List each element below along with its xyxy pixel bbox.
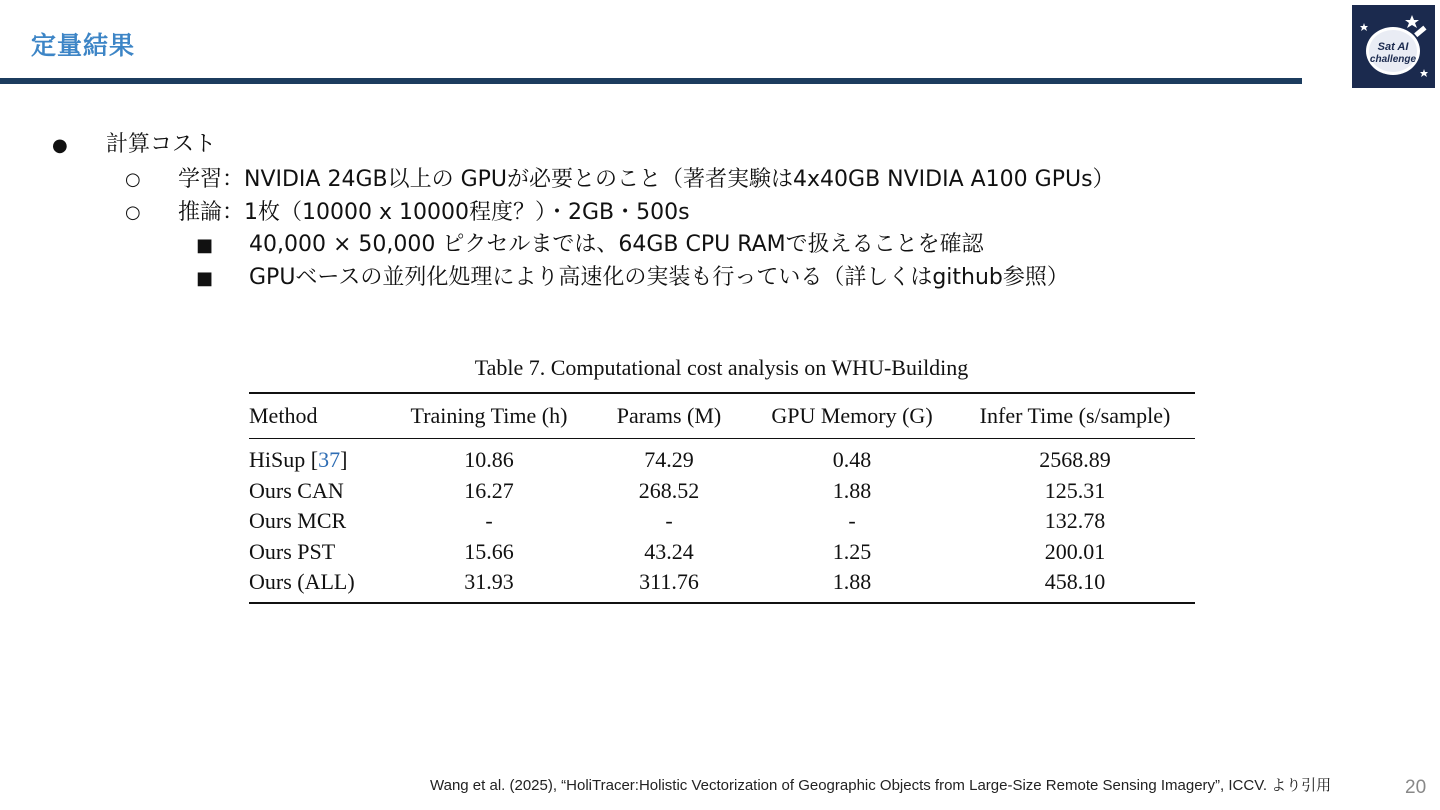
- cell-params: 268.52: [638, 477, 700, 503]
- satai-logo: [1352, 5, 1435, 88]
- method-label: HiSup [: [249, 447, 319, 473]
- cost-table: [249, 392, 1195, 604]
- cell-method: Ours PST: [249, 538, 336, 564]
- svg-text:challenge: challenge: [1369, 54, 1417, 65]
- cell-training-time: 31.93: [464, 569, 514, 595]
- bullet-gpu-impl: GPUベースの並列化処理により高速化の実装も行っている（詳しくはgithub参照）: [249, 265, 1069, 290]
- table-row: [249, 439, 1195, 476]
- cell-method: Ours MCR: [249, 508, 347, 534]
- header-training-time: Training Time (h): [410, 403, 568, 428]
- cell-method: Ours CAN: [249, 477, 344, 503]
- cell-training-time: 16.27: [464, 477, 514, 503]
- table-row: [249, 567, 1195, 603]
- bullet-marker-l1: ●: [52, 135, 68, 156]
- cell-gpu-memory: -: [848, 508, 856, 534]
- cell-gpu-memory: 1.88: [832, 569, 872, 595]
- header-params: Params (M): [616, 403, 722, 428]
- bullet-marker-l2-training: ○: [125, 169, 141, 190]
- cell-params: 74.29: [644, 447, 694, 473]
- cell-gpu-memory: 1.25: [832, 538, 872, 564]
- bullet-marker-l3-gpu: ■: [196, 268, 214, 289]
- bullet-marker-l3-ram: ■: [196, 235, 214, 256]
- table-row: [249, 506, 1195, 537]
- cell-method: [249, 439, 389, 476]
- citation-link[interactable]: 37: [318, 447, 341, 473]
- cell-gpu-memory: 1.88: [832, 477, 872, 503]
- cell-infer-time: 2568.89: [1039, 447, 1111, 473]
- cell-gpu-memory: 0.48: [832, 447, 872, 473]
- bullet-inference: 推論：1枚（10000 x 10000程度？）・2GB・500s: [178, 200, 690, 225]
- cell-infer-time: 458.10: [1044, 569, 1106, 595]
- table-caption: Table 7. Computational cost analysis on WHU-Building: [474, 355, 969, 380]
- cell-method: Ours (ALL): [249, 569, 355, 595]
- cell-params: -: [665, 508, 673, 534]
- table-row: [249, 537, 1195, 568]
- cell-training-time: -: [485, 508, 493, 534]
- table-header-row: [249, 393, 1195, 439]
- header-gpu-memory: GPU Memory (G): [771, 403, 933, 428]
- cell-infer-time: 132.78: [1044, 508, 1106, 534]
- source-citation: Wang et al. (2025), “HoliTracer:Holistic Vectorization of Geographic Objects from Large-Size Remote Sensing Imagery”, ICCV. より引用: [430, 777, 1332, 794]
- cell-infer-time: 125.31: [1044, 477, 1106, 503]
- cell-params: 311.76: [639, 569, 699, 595]
- method-label-end: ]: [340, 447, 348, 473]
- bullet-cpu-ram: 40,000 × 50,000 ピクセルまでは、64GB CPU RAMで扱えることを確認: [249, 232, 984, 257]
- cell-training-time: 10.86: [464, 447, 514, 473]
- header-method: Method: [249, 403, 318, 428]
- cell-training-time: 15.66: [464, 538, 514, 564]
- svg-text:Sat AI: Sat AI: [1377, 41, 1409, 53]
- page-number: 20: [1405, 777, 1427, 798]
- bullet-training: 学習：NVIDIA 24GB以上の GPUが必要とのこと（著者実験は4x40GB NVIDIA A100 GPUs）: [178, 167, 1115, 192]
- bullet-compute-cost: 計算コスト: [106, 132, 217, 157]
- cell-params: 43.24: [644, 538, 694, 564]
- cell-infer-time: 200.01: [1044, 538, 1106, 564]
- table-row: [249, 476, 1195, 507]
- header-infer-time: Infer Time (s/sample): [979, 403, 1171, 428]
- title-underline: [0, 78, 1302, 84]
- bullet-marker-l2-inference: ○: [125, 202, 141, 223]
- slide-title: 定量結果: [31, 31, 136, 60]
- logo-graphic: [1352, 5, 1435, 88]
